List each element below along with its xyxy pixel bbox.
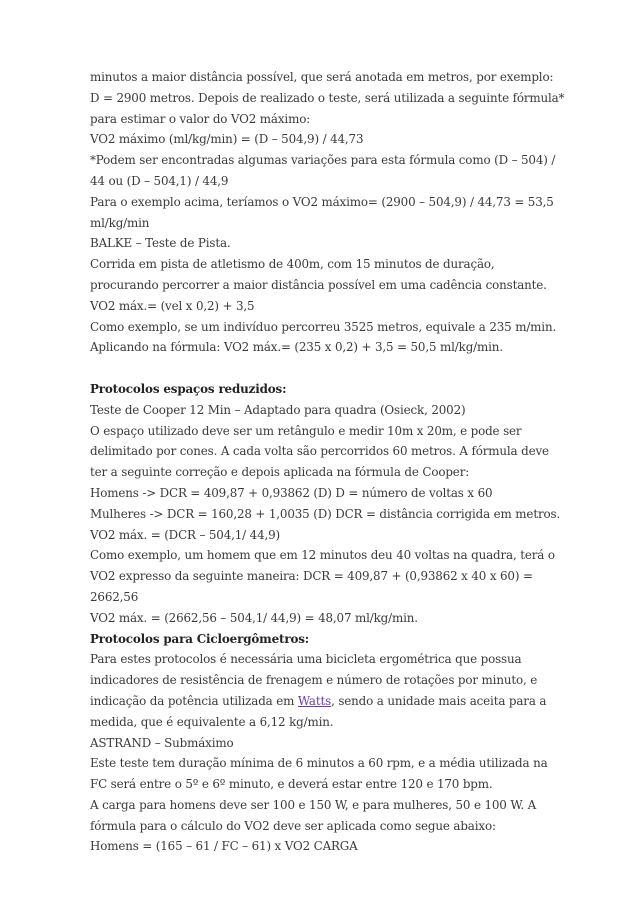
text-line: A carga para homens deve ser 100 e 150 W, e para mulheres, 50 e 100 W. A bbox=[90, 797, 537, 812]
text-fragment: indicação da potência utilizada em bbox=[90, 693, 298, 708]
watts-link[interactable]: Watts bbox=[297, 693, 332, 708]
text-line: Como exemplo, se um indivíduo percorreu 3525 metros, equivale a 235 m/min. bbox=[90, 319, 557, 334]
text-line: 44 ou (D – 504,1) / 44,9 bbox=[90, 173, 229, 188]
text-line-with-link bbox=[90, 691, 560, 712]
document-body bbox=[90, 67, 565, 857]
text-line: Corrida em pista de atletismo de 400m, com 15 minutos de duração, bbox=[90, 257, 495, 272]
text-line: VO2 máx. = (2662,56 – 504,1/ 44,9) = 48,07 ml/kg/min. bbox=[90, 610, 418, 625]
text-line: O espaço utilizado deve ser um retângulo e medir 10m x 20m, e pode ser bbox=[90, 423, 522, 438]
paragraph-spacer bbox=[90, 358, 560, 379]
text-line: Homens -> DCR = 409,87 + 0,93862 (D) D = número de voltas x 60 bbox=[90, 485, 493, 500]
text-line: Como exemplo, um homem que em 12 minutos deu 40 voltas na quadra, terá o bbox=[90, 548, 555, 563]
text-line: VO2 expresso da seguinte maneira: DCR = 409,87 + (0,93862 x 40 x 60) = bbox=[90, 569, 533, 584]
text-line: BALKE – Teste de Pista. bbox=[90, 236, 231, 251]
text-line: procurando percorrer a maior distância possível em uma cadência constante. bbox=[90, 277, 547, 292]
text-line: ml/kg/min bbox=[90, 215, 150, 230]
text-line: Para o exemplo acima, teríamos o VO2 máximo= (2900 – 504,9) / 44,73 = 53,5 bbox=[90, 194, 554, 209]
text-line: Teste de Cooper 12 Min – Adaptado para quadra (Osieck, 2002) bbox=[90, 402, 466, 417]
text-line: D = 2900 metros. Depois de realizado o teste, será utilizada a seguinte fórmula* bbox=[90, 90, 565, 105]
text-line: fórmula para o cálculo do VO2 deve ser aplicada como segue abaixo: bbox=[90, 818, 496, 833]
text-line: FC será entre o 5º e 6º minuto, e deverá estar entre 120 e 170 bpm. bbox=[90, 777, 493, 792]
text-line: ASTRAND – Submáximo bbox=[90, 735, 234, 750]
text-line: VO2 máximo (ml/kg/min) = (D – 504,9) / 44,73 bbox=[90, 132, 364, 147]
text-line: Aplicando na fórmula: VO2 máx.= (235 x 0,2) + 3,5 = 50,5 ml/kg/min. bbox=[90, 340, 503, 355]
text-line: VO2 máx.= (vel x 0,2) + 3,5 bbox=[90, 298, 255, 313]
text-line: Para estes protocolos é necessária uma bicicleta ergométrica que possua bbox=[90, 652, 522, 667]
text-line: Mulheres -> DCR = 160,28 + 1,0035 (D) DCR = distância corrigida em metros. bbox=[90, 506, 561, 521]
section-heading-reduced-spaces: Protocolos espaços reduzidos: bbox=[90, 381, 287, 396]
text-fragment: , sendo a unidade mais aceita para a bbox=[331, 693, 547, 708]
section-heading-cycle-ergometers: Protocolos para Cicloergômetros: bbox=[90, 631, 310, 646]
text-line: medida, que é equivalente a 6,12 kg/min. bbox=[90, 714, 334, 729]
text-line: Este teste tem duração mínima de 6 minutos a 60 rpm, e a média utilizada na bbox=[90, 756, 548, 771]
text-line: *Podem ser encontradas algumas variações para esta fórmula como (D – 504) / bbox=[90, 153, 556, 168]
text-line: para estimar o valor do VO2 máximo: bbox=[90, 111, 311, 126]
text-line: delimitado por cones. A cada volta são percorridos 60 metros. A fórmula deve bbox=[90, 444, 549, 459]
text-line: ter a seguinte correção e depois aplicada na fórmula de Cooper: bbox=[90, 465, 470, 480]
text-line: indicadores de resistência de frenagem e número de rotações por minuto, e bbox=[90, 673, 538, 688]
text-line: 2662,56 bbox=[90, 589, 139, 604]
text-line: VO2 máx. = (DCR – 504,1/ 44,9) bbox=[90, 527, 281, 542]
text-line: Homens = (165 – 61 / FC – 61) x VO2 CARGA bbox=[90, 839, 358, 854]
text-line: minutos a maior distância possível, que será anotada em metros, por exemplo: bbox=[90, 70, 554, 84]
